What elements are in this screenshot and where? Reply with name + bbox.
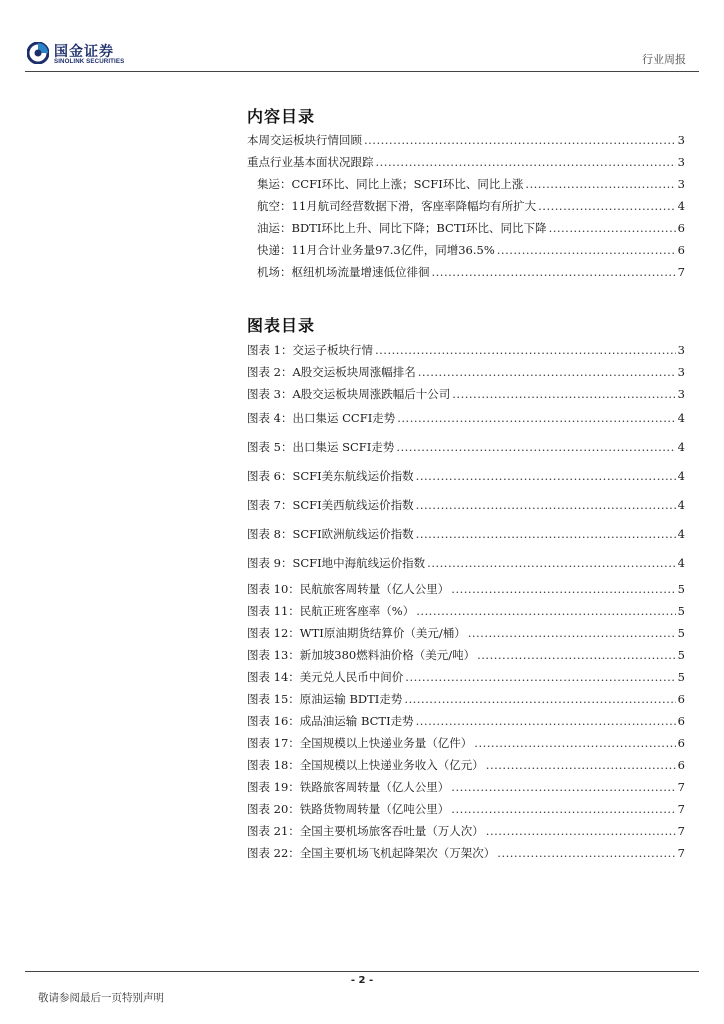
figure-entry-label: 图表 13：新加坡380燃料油价格（美元/吨） (247, 648, 476, 662)
leader-dots (451, 581, 675, 597)
toc-entry[interactable] (247, 130, 685, 148)
company-logo (27, 40, 147, 70)
page-number: - 2 - (350, 975, 374, 986)
figure-entry[interactable] (247, 437, 685, 455)
figure-entry-label: 图表 1：交运子板块行情 (247, 343, 373, 357)
figure-entry-label: 图表 17：全国规模以上快递业务量（亿件） (247, 736, 473, 750)
toc-entry-page: 3 (677, 133, 685, 147)
leader-dots (427, 555, 676, 571)
figure-entry-page: 4 (677, 556, 685, 570)
figure-entry-page: 6 (677, 736, 685, 750)
figure-entry-label: 图表 15：原油运输 BDTI走势 (247, 692, 403, 706)
figure-entry-label: 图表 4：出口集运 CCFI走势 (247, 411, 396, 425)
leader-dots (416, 497, 676, 513)
figure-entry[interactable] (247, 362, 685, 380)
figure-entry[interactable] (247, 755, 685, 773)
figure-entry-label: 图表 16：成品油运输 BCTI走势 (247, 714, 414, 728)
leader-dots (549, 220, 676, 236)
toc-entry[interactable] (247, 196, 685, 214)
leader-dots (418, 364, 676, 380)
logo-english-name: SINOLINK SECURITIES (54, 58, 125, 65)
toc-entry-page: 3 (677, 177, 685, 191)
figure-entry[interactable] (247, 777, 685, 795)
toc-entry-page: 4 (677, 199, 685, 213)
toc-entry-label: 航空：11月航司经营数据下滑，客座率降幅均有所扩大 (257, 199, 537, 213)
figure-toc-title: 图表目录 (247, 316, 316, 335)
toc-entry-page: 6 (677, 243, 685, 257)
figure-entry[interactable] (247, 645, 685, 663)
sinolink-logo-icon (27, 42, 49, 64)
footer-divider (25, 971, 699, 972)
leader-dots (486, 757, 676, 773)
figure-entry-page: 6 (677, 758, 685, 772)
figure-entry-label: 图表 20：铁路货物周转量（亿吨公里） (247, 802, 450, 816)
page-header (0, 0, 724, 72)
leader-dots (376, 154, 676, 170)
figure-entry[interactable] (247, 601, 685, 619)
leader-dots (416, 603, 675, 619)
figure-entry-label: 图表 9：SCFI地中海航线运价指数 (247, 556, 426, 570)
toc-entry-label: 集运：CCFI环比、同比上涨；SCFI环比、同比上涨 (257, 177, 524, 191)
toc-entry[interactable] (247, 240, 685, 258)
figure-entry[interactable] (247, 711, 685, 729)
toc-entry[interactable] (247, 152, 685, 170)
figure-entry[interactable] (247, 799, 685, 817)
figure-entry-page: 4 (677, 440, 685, 454)
leader-dots (451, 779, 675, 795)
figure-entry-label: 图表 7：SCFI美西航线运价指数 (247, 498, 414, 512)
leader-dots (474, 735, 675, 751)
toc-entry-label: 机场：枢纽机场流量增速低位徘徊 (257, 265, 430, 279)
figure-entry[interactable] (247, 623, 685, 641)
leader-dots (404, 691, 675, 707)
leader-dots (416, 468, 676, 484)
figure-entry-page: 5 (677, 604, 685, 618)
leader-dots (451, 801, 675, 817)
figure-entry[interactable] (247, 821, 685, 839)
leader-dots (486, 823, 676, 839)
figure-entry-label: 图表 6：SCFI美东航线运价指数 (247, 469, 414, 483)
leader-dots (497, 242, 676, 258)
leader-dots (405, 669, 675, 685)
leader-dots (468, 625, 676, 641)
figure-entry-label: 图表 8：SCFI欧洲航线运价指数 (247, 527, 414, 541)
toc-entry[interactable] (247, 262, 685, 280)
leader-dots (477, 647, 676, 663)
toc-entry-page: 6 (677, 221, 685, 235)
toc-entry-label: 本周交运板块行情回顾 (247, 133, 362, 147)
figure-entry[interactable] (247, 384, 685, 402)
figure-entry-label: 图表 21：全国主要机场旅客吞吐量（万人次） (247, 824, 484, 838)
figure-entry-page: 5 (677, 648, 685, 662)
figure-entry-label: 图表 5：出口集运 SCFI走势 (247, 440, 395, 454)
leader-dots (525, 176, 675, 192)
figure-entry-page: 6 (677, 714, 685, 728)
figure-entry-page: 3 (677, 365, 685, 379)
figure-entry-label: 图表 3：A股交运板块周涨跌幅后十公司 (247, 387, 451, 401)
toc-entry[interactable] (247, 174, 685, 192)
leader-dots (364, 132, 676, 148)
leader-dots (396, 439, 675, 455)
figure-entry-page: 5 (677, 670, 685, 684)
figure-entry-page: 7 (677, 780, 685, 794)
figure-entry-page: 5 (677, 626, 685, 640)
leader-dots (375, 342, 676, 358)
figure-entry-page: 6 (677, 692, 685, 706)
content-toc-title: 内容目录 (247, 107, 316, 126)
figure-entry[interactable] (247, 495, 685, 513)
figure-entry-label: 图表 2：A股交运板块周涨幅排名 (247, 365, 416, 379)
report-type-label: 行业周报 (642, 53, 686, 66)
leader-dots (497, 845, 675, 861)
toc-entry-page: 7 (677, 265, 685, 279)
leader-dots (432, 264, 676, 280)
figure-entry-page: 7 (677, 846, 685, 860)
figure-entry[interactable] (247, 667, 685, 685)
logo-chinese-name: 国金证券 (54, 44, 114, 60)
figure-entry[interactable] (247, 733, 685, 751)
figure-entry-label: 图表 11：民航正班客座率（%） (247, 604, 415, 618)
footer-disclaimer: 敬请参阅最后一页特别声明 (38, 992, 164, 1004)
figure-entry-page: 7 (677, 802, 685, 816)
toc-entry-page: 3 (677, 155, 685, 169)
toc-entry-label: 快递：11月合计业务量97.3亿件，同增36.5% (257, 243, 495, 257)
figure-entry[interactable] (247, 553, 685, 571)
figure-entry[interactable] (247, 466, 685, 484)
toc-entry-label: 油运：BDTI环比上升、同比下降；BCTI环比、同比下降 (257, 221, 547, 235)
leader-dots (416, 526, 676, 542)
toc-entry[interactable] (247, 218, 685, 236)
figure-entry-page: 7 (677, 824, 685, 838)
figure-entry[interactable] (247, 340, 685, 358)
figure-entry[interactable] (247, 843, 685, 861)
figure-entry-page: 4 (677, 469, 685, 483)
figure-entry-page: 5 (677, 582, 685, 596)
figure-entry-page: 4 (677, 498, 685, 512)
figure-entry[interactable] (247, 524, 685, 542)
figure-entry-page: 4 (677, 527, 685, 541)
figure-entry-label: 图表 22：全国主要机场飞机起降架次（万架次） (247, 846, 496, 860)
figure-entry-page: 3 (677, 343, 685, 357)
figure-entry[interactable] (247, 579, 685, 597)
figure-entry[interactable] (247, 408, 685, 426)
figure-entry-label: 图表 19：铁路旅客周转量（亿人公里） (247, 780, 450, 794)
figure-entry-label: 图表 12：WTI原油期货结算价（美元/桶） (247, 626, 466, 640)
figure-entry-page: 4 (677, 411, 685, 425)
figure-entry[interactable] (247, 689, 685, 707)
leader-dots (538, 198, 676, 214)
figure-entry-label: 图表 10：民航旅客周转量（亿人公里） (247, 582, 450, 596)
leader-dots (452, 386, 675, 402)
figure-entry-label: 图表 18：全国规模以上快递业务收入（亿元） (247, 758, 484, 772)
leader-dots (416, 713, 676, 729)
toc-entry-label: 重点行业基本面状况跟踪 (247, 155, 374, 169)
figure-entry-page: 3 (677, 387, 685, 401)
leader-dots (397, 410, 675, 426)
header-divider (25, 71, 699, 72)
figure-entry-label: 图表 14：美元兑人民币中间价 (247, 670, 404, 684)
